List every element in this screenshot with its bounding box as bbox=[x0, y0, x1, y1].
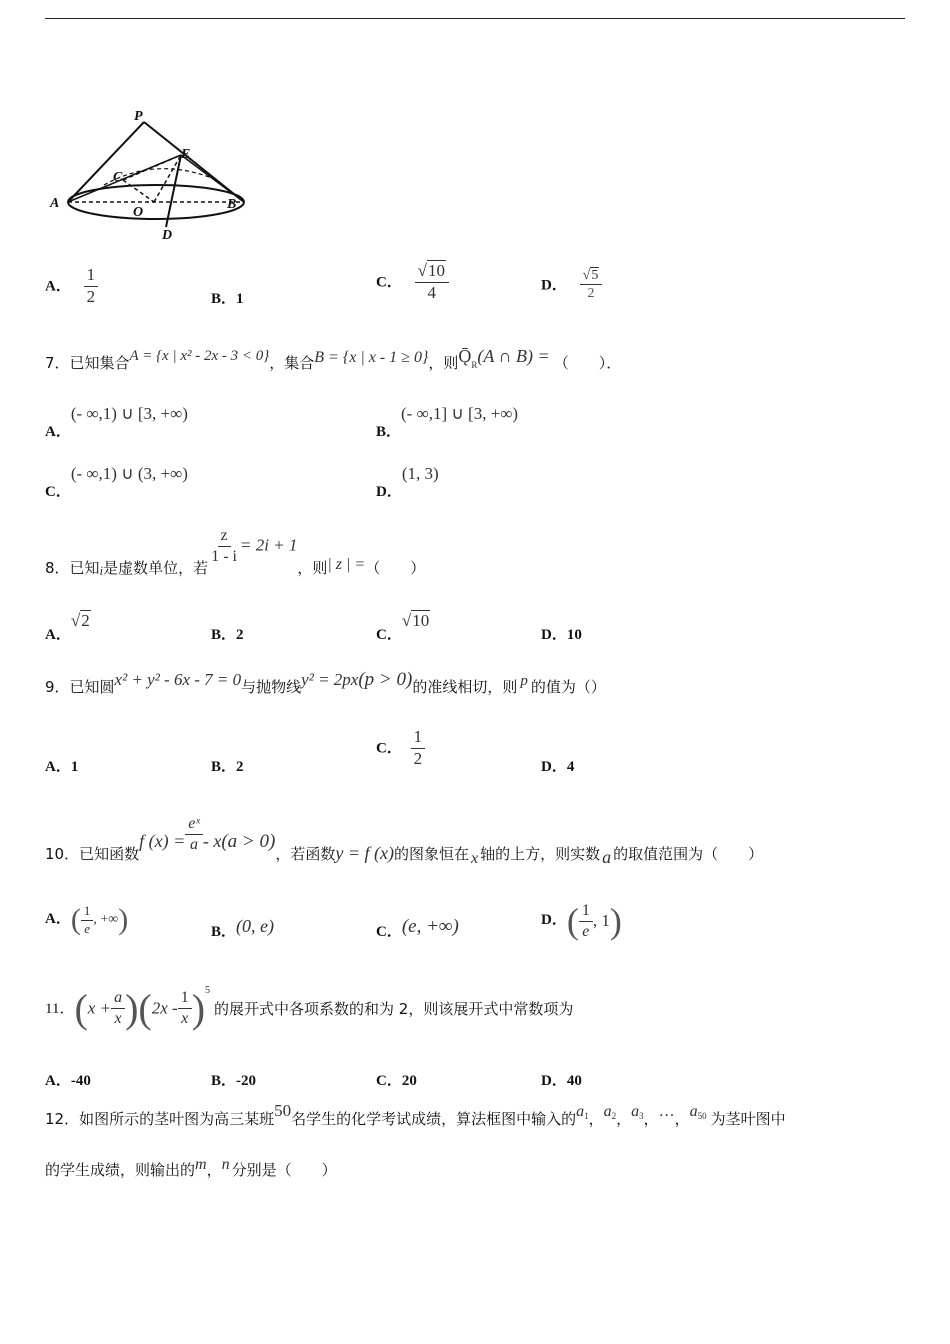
q7-stem: 7．已知集合A = {x | x² - 2x - 3 < 0}，集合B = {x | x - 1 ≥ 0}，则ǬR(A ∩ B) = （ ）． bbox=[45, 346, 622, 372]
q10-option-c[interactable]: C．(e, +∞) bbox=[376, 916, 459, 940]
fig-label-b: B bbox=[227, 197, 237, 212]
fraction: $\frac{√5}{2}$ bbox=[580, 268, 603, 302]
q10-option-b[interactable]: B．(0, e) bbox=[211, 916, 274, 940]
q11-option-a[interactable]: A．-40 bbox=[45, 1073, 91, 1089]
q8-option-d[interactable]: D．10 bbox=[541, 627, 582, 643]
fraction: $\frac{a}{x}$ bbox=[111, 989, 125, 1027]
fraction: $\frac{√10}{4}$ bbox=[415, 262, 449, 302]
fig-label-a: A bbox=[50, 196, 60, 211]
fig-label-d: D bbox=[162, 228, 173, 243]
q11-option-c[interactable]: C．20 bbox=[376, 1073, 417, 1089]
fraction: $\frac{1}{2}$ bbox=[411, 728, 426, 768]
q10-stem: 10．已知函数f (x) = $\frac{\text{eˣ}}{a}$ - x(a > 0)，若函数y = f (x)的图象恒在 x 轴的上方，则实数 a 的取值范围为（ ） bbox=[45, 815, 764, 867]
cone-figure bbox=[44, 105, 249, 245]
fig-label-p: P bbox=[134, 109, 143, 124]
fraction: $\frac{1}{2}$ bbox=[84, 266, 99, 306]
q6-option-d[interactable]: D． $\frac{√5}{2}$ bbox=[541, 268, 602, 302]
fraction: $\frac{1}{e}$ bbox=[579, 902, 593, 940]
q10-option-d[interactable]: D．( $\frac{1}{e}$ , 1) bbox=[541, 901, 622, 941]
q11-stem: 11．(x + $\frac{a}{x}$ )(2x - $\frac{1}{x}$ )$^5$的展开式中各项系数的和为 2，则该展开式中常数项为 bbox=[45, 985, 574, 1031]
fraction: $\frac{\text{eˣ}}{a}$ bbox=[185, 815, 203, 853]
q9-option-b[interactable]: B．2 bbox=[211, 759, 244, 775]
q6-option-c[interactable]: C． $\frac{√10}{4}$ bbox=[376, 262, 449, 302]
q7-option-d[interactable]: D．(1, 3) bbox=[376, 464, 439, 500]
q8-stem: 8．已知i是虚数单位，若 $\frac{z}{1 - i}$ = 2i + 1，则| z | =（ ） bbox=[45, 527, 426, 578]
q8-option-c[interactable]: C．√10 bbox=[376, 611, 430, 643]
q9-option-d[interactable]: D．4 bbox=[541, 759, 575, 775]
q9-stem: 9．已知圆x² + y² - 6x - 7 = 0与抛物线y² = 2px(p > 0)的准线相切，则 p 的值为（） bbox=[45, 669, 606, 696]
fraction: $\frac{z}{1 - i}$ bbox=[211, 527, 237, 565]
fig-label-e: E bbox=[181, 147, 191, 162]
q12-stem-line1: 12．如图所示的茎叶图为高三某班50名学生的化学考试成绩，算法框图中输入的$a^1$，$a^2$，$a^3$，…，$a^{50}$ 为茎叶图中 bbox=[45, 1101, 786, 1128]
fraction: $\frac{1}{x}$ bbox=[178, 989, 192, 1027]
q9-option-c[interactable]: C． $\frac{1}{2}$ bbox=[376, 728, 425, 768]
q6-option-b[interactable]: B．1 bbox=[211, 291, 244, 307]
q7-option-c[interactable]: C．(- ∞,1) ∪ (3, +∞) bbox=[45, 464, 188, 500]
q12-stem-line2: 的学生成绩，则输出的m，n 分别是（ ） bbox=[45, 1156, 337, 1179]
q11-option-d[interactable]: D．40 bbox=[541, 1073, 582, 1089]
fig-label-c: C bbox=[113, 170, 123, 185]
q7-option-a[interactable]: A．(- ∞,1) ∪ [3, +∞) bbox=[45, 404, 188, 440]
q9-option-a[interactable]: A．1 bbox=[45, 759, 79, 775]
header-rule bbox=[45, 18, 905, 19]
q7-option-b[interactable]: B．(- ∞,1] ∪ [3, +∞) bbox=[376, 404, 519, 440]
q6-option-a[interactable]: A． $\frac{1}{2}$ bbox=[45, 266, 98, 306]
q11-option-b[interactable]: B．-20 bbox=[211, 1073, 257, 1089]
q8-option-a[interactable]: A．√2 bbox=[45, 611, 90, 643]
q10-option-a[interactable]: A．( $\frac{1}{e}$ , +∞) bbox=[45, 903, 129, 936]
fig-label-o: O bbox=[133, 205, 144, 220]
fraction: $\frac{1}{e}$ bbox=[81, 904, 94, 936]
q8-option-b[interactable]: B．2 bbox=[211, 627, 244, 643]
